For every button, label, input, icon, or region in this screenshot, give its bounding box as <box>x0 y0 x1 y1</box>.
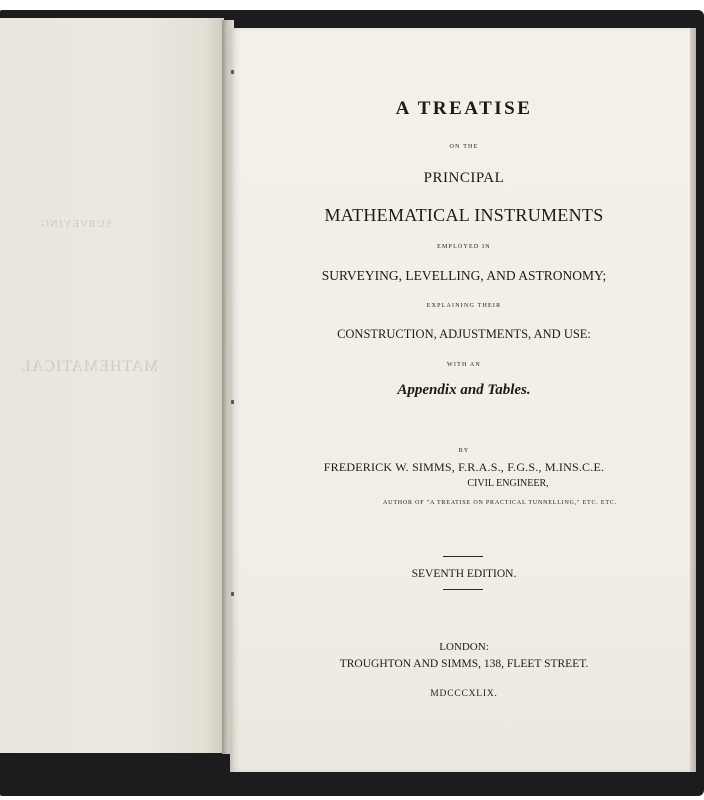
show-through-text: SURVEYING <box>40 218 112 230</box>
left-page <box>0 18 224 753</box>
imprint-publisher: TROUGHTON AND SIMMS, 138, FLEET STREET. <box>339 658 589 670</box>
title-line-appendix: Appendix and Tables. <box>397 382 531 398</box>
binding-stitch <box>231 400 234 404</box>
title-line-instruments: MATHEMATICAL INSTRUMENTS <box>324 205 604 225</box>
title-line-explaining: EXPLAINING THEIR <box>426 303 502 309</box>
title-line-surveying: SURVEYING, LEVELLING, AND ASTRONOMY; <box>321 268 607 283</box>
binding-stitch <box>231 592 234 596</box>
author-name: FREDERICK W. SIMMS, F.R.A.S., F.G.S., M.INS.C.E. <box>323 460 605 474</box>
title-line-treatise: A TREATISE <box>395 98 533 119</box>
title-line-with-an: WITH AN <box>447 362 481 368</box>
edition: SEVENTH EDITION. <box>411 568 517 580</box>
by-line: BY <box>458 448 470 454</box>
binding-stitch <box>231 70 234 74</box>
imprint-year: MDCCCXLIX. <box>430 689 498 699</box>
title-line-on-the: ON THE <box>449 144 479 150</box>
title-line-principal: PRINCIPAL <box>423 170 505 186</box>
show-through-text: MATHEMATICAL <box>20 358 159 375</box>
imprint-city: LONDON: <box>439 641 489 653</box>
author-works: AUTHOR OF "A TREATISE ON PRACTICAL TUNNELLING," ETC. ETC. <box>383 500 617 506</box>
title-line-employed-in: EMPLOYED IN <box>437 244 491 250</box>
author-title: CIVIL ENGINEER, <box>467 478 549 489</box>
divider-rule <box>443 589 483 590</box>
divider-rule <box>443 556 483 557</box>
title-line-construction: CONSTRUCTION, ADJUSTMENTS, AND USE: <box>337 327 591 341</box>
